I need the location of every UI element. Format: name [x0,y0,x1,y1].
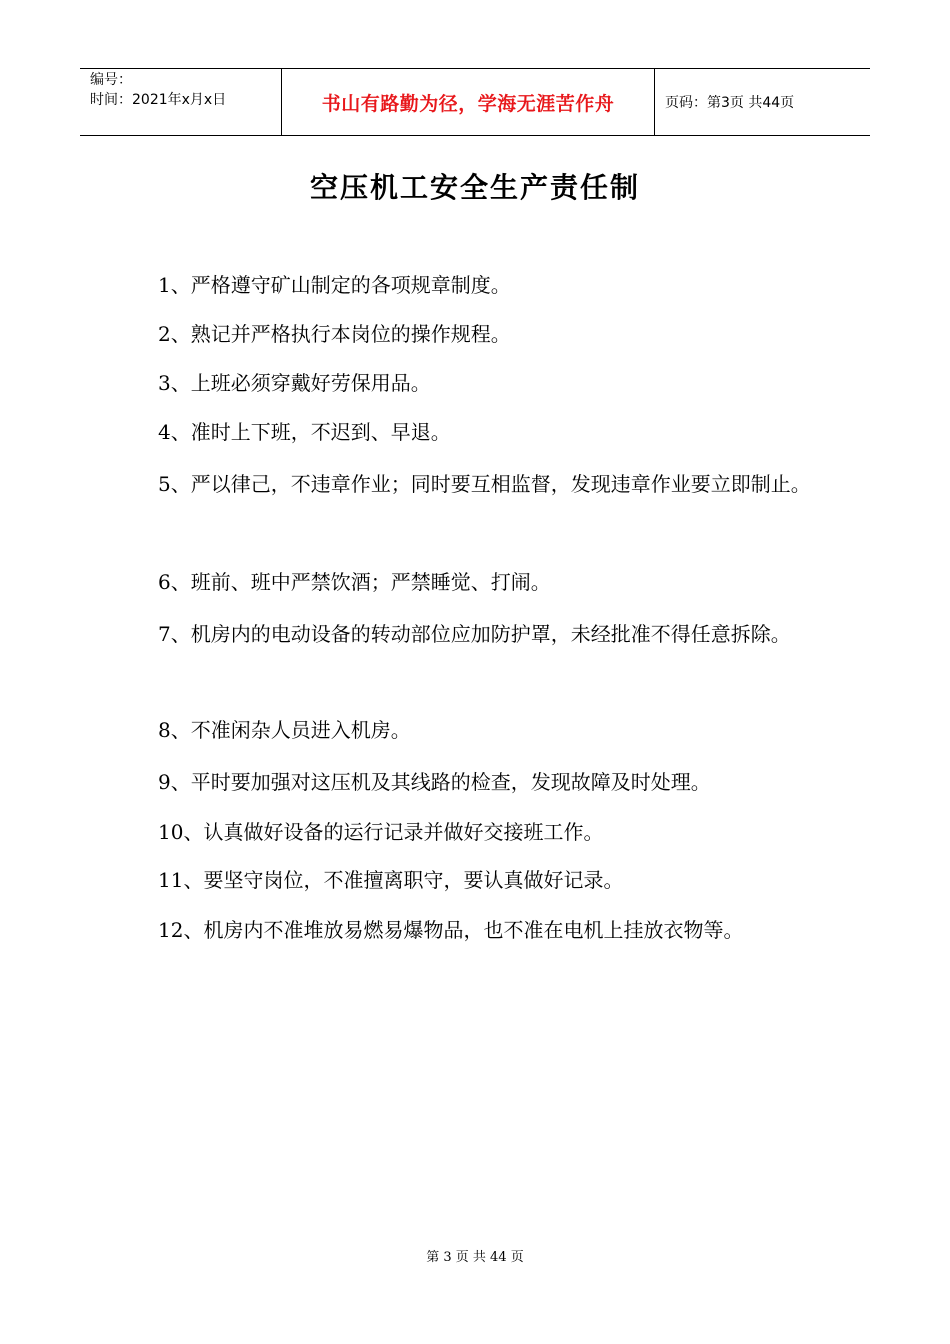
page-footer: 第 3 页 共 44 页 [426,1250,524,1265]
header-page-info: 页码：第3页 共44页 [665,95,795,111]
header-page-cell [655,69,870,135]
rule-item: 8、不准闲杂人员进入机房。 [158,718,411,742]
rule-item: 10、认真做好设备的运行记录并做好交接班工作。 [158,820,604,844]
rule-item: 6、班前、班中严禁饮酒；严禁睡觉、打闹。 [158,570,551,594]
rule-item: 1、严格遵守矿山制定的各项规章制度。 [158,273,511,297]
rule-item: 12、机房内不准堆放易燃易爆物品，也不准在电机上挂放衣物等。 [158,918,744,942]
rule-item: 5、严以律己，不违章作业；同时要互相监督，发现违章作业要立即制止。 [158,472,811,496]
document-date: 时间：2021年x月x日 [90,92,227,108]
rule-item: 4、准时上下班，不迟到、早退。 [158,420,451,444]
header-meta-cell [80,69,282,135]
document-number-label: 编号： [90,72,132,88]
rule-item: 11、要坚守岗位，不准擅离职守，要认真做好记录。 [158,868,624,892]
header-motto-cell [282,69,655,135]
page-header [80,68,870,136]
header-motto: 书山有路勤为径，学海无涯苦作舟 [321,92,615,115]
document-title: 空压机工安全生产责任制 [309,171,640,204]
rule-item: 2、熟记并严格执行本岗位的操作规程。 [158,322,511,346]
rule-item: 3、上班必须穿戴好劳保用品。 [158,371,431,395]
rule-item: 7、机房内的电动设备的转动部位应加防护罩，未经批准不得任意拆除。 [158,622,791,646]
rule-item: 9、平时要加强对这压机及其线路的检查，发现故障及时处理。 [158,770,711,794]
